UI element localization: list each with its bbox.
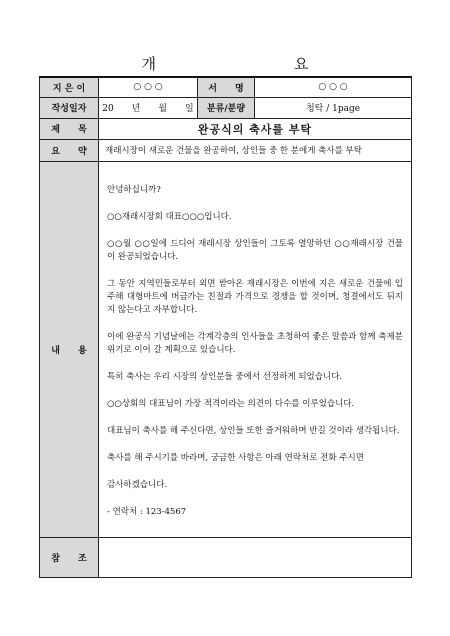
document-title: 개 요: [141, 55, 345, 73]
content-paragraph: 특히 축사는 우리 시장의 상인분들 중에서 선정하게 되었습니다.: [107, 371, 343, 382]
content-paragraph: ○○월 ○○일에 드디어 재래시장 상인들이 그토록 열망하던 ○○재래시장 건물이 완공되었습니다.: [107, 238, 403, 262]
content-paragraph: 이에 완공식 기념날에는 각계각층의 인사들을 초청하여 좋은 말씀과 함께 축제분위기로 이어 갈 계획으로 있습니다.: [107, 331, 403, 355]
summary-value: 재래시장이 새로운 건물을 완공하여, 상인들 중 한 분에게 축사를 부탁: [99, 139, 412, 161]
content-paragraph: 축사를 해 주시기를 바라며, 궁금한 사항은 아래 연락처로 전화 주시면: [107, 452, 364, 463]
content-body: [99, 161, 412, 537]
content-paragraph: ○○재래시장회 대표○○○입니다.: [107, 211, 232, 222]
signature-value: ○ ○ ○: [255, 77, 412, 97]
content-paragraph: 그 동안 지역민들로부터 외면 받아온 재래시장은 이번에 지은 새로운 건물에 입주해 대형마트에 버금가는 친절과 가격으로 경쟁을 할 것이며, 청결에서도 뒤지지 않는다고 자부합니다.: [107, 278, 403, 315]
content-paragraph: ○○상회의 대표님이 가장 적격이라는 의견이 다수를 이루었습니다.: [107, 398, 355, 409]
summary-form: [39, 76, 412, 578]
reference-value: [99, 537, 412, 577]
contact-line: - 연락처 : 123-4567: [107, 506, 187, 517]
reference-label: 참 조: [40, 537, 99, 577]
signature-label: 서 명: [198, 77, 255, 97]
category-value: 청탁 / 1page: [255, 97, 412, 118]
subject-label: 제 목: [40, 118, 99, 139]
category-label: 분류/분량: [198, 97, 255, 118]
author-label: 지 은 이: [40, 77, 99, 97]
content-paragraph: 대표님이 축사를 해 주신다면, 상인들 또한 즐거워하며 반길 것이라 생각됩니다.: [107, 425, 400, 436]
summary-label: 요 약: [40, 139, 99, 161]
content-paragraph: 안녕하십니까?: [107, 184, 161, 195]
content-label: 내 용: [40, 161, 99, 537]
date-value: 20 년 월 일: [99, 97, 198, 118]
date-label: 작성일자: [40, 97, 99, 118]
subject-value: 완공식의 축사를 부탁: [99, 118, 412, 139]
content-paragraph: 감사하겠습니다.: [107, 479, 168, 490]
author-value: ○ ○ ○: [99, 77, 198, 97]
